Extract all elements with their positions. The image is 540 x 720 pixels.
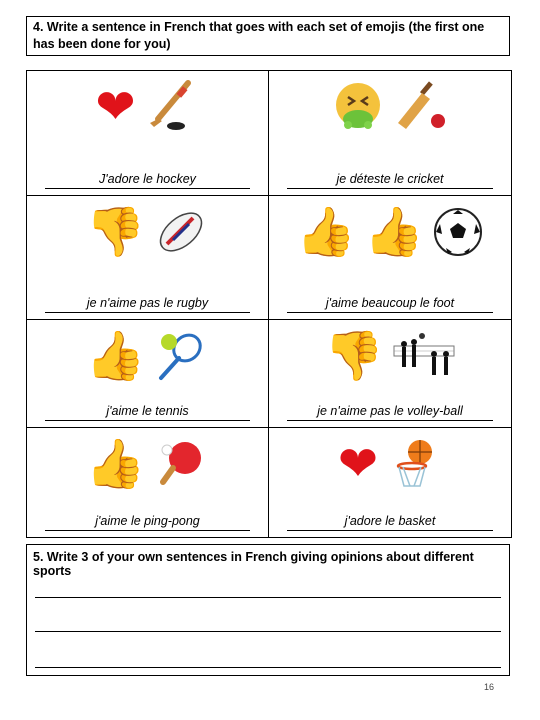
- thumbs-down-icon: 👎: [324, 328, 384, 384]
- thumbs-up-icon: 👍: [364, 204, 424, 260]
- grid-cell-8: [269, 428, 511, 537]
- thumbs-up-icon: 👍: [296, 204, 356, 260]
- ping-pong-icon: [153, 436, 209, 492]
- cricket-icon: [394, 79, 450, 135]
- rugby-ball-icon: [153, 204, 209, 260]
- heart-icon: ❤: [337, 436, 379, 492]
- hockey-icon: [144, 79, 200, 135]
- grid-cell-1: [27, 71, 269, 196]
- tennis-icon: [153, 328, 209, 384]
- question-5-box: [26, 544, 510, 676]
- grid-cell-4: [269, 196, 511, 320]
- question-4-prompt: 4. Write a sentence in French that goes with each set of emojis (the first one has been done for you): [33, 20, 485, 51]
- question-5-prompt: 5. Write 3 of your own sentences in French giving opinions about different sports: [33, 550, 474, 578]
- grid-cell-3: [27, 196, 269, 320]
- thumbs-down-icon: 👎: [85, 204, 146, 260]
- page-number: 16: [484, 682, 495, 692]
- answer-line-7: j'aime le ping-pong: [45, 514, 250, 531]
- basketball-hoop-icon: [386, 436, 442, 492]
- answer-line-2: je déteste le cricket: [287, 172, 493, 189]
- answer-line-8: j'adore le basket: [287, 514, 493, 531]
- answer-line-4: j'aime beaucoup le foot: [287, 296, 493, 313]
- grid-cell-6: [269, 320, 511, 428]
- grid-cell-5: [27, 320, 269, 428]
- writing-line-1[interactable]: [35, 597, 501, 598]
- soccer-ball-icon: [432, 206, 484, 258]
- volleyball-players-icon: [392, 332, 456, 380]
- answer-line-3: je n'aime pas le rugby: [45, 296, 250, 313]
- writing-line-2[interactable]: [35, 631, 501, 632]
- answer-line-6: je n'aime pas le volley-ball: [287, 404, 493, 421]
- grid-cell-7: [27, 428, 269, 537]
- thumbs-up-icon: 👍: [85, 328, 146, 384]
- heart-icon: ❤: [95, 79, 136, 135]
- writing-line-3[interactable]: [35, 667, 501, 668]
- thumbs-up-icon: 👍: [85, 436, 146, 492]
- answer-line-1: J'adore le hockey: [45, 172, 250, 189]
- answer-line-5: j'aime le tennis: [45, 404, 250, 421]
- emoji-grid: [26, 70, 512, 538]
- vomit-face-icon: [330, 79, 386, 135]
- grid-cell-2: [269, 71, 511, 196]
- question-4-box: [26, 16, 510, 56]
